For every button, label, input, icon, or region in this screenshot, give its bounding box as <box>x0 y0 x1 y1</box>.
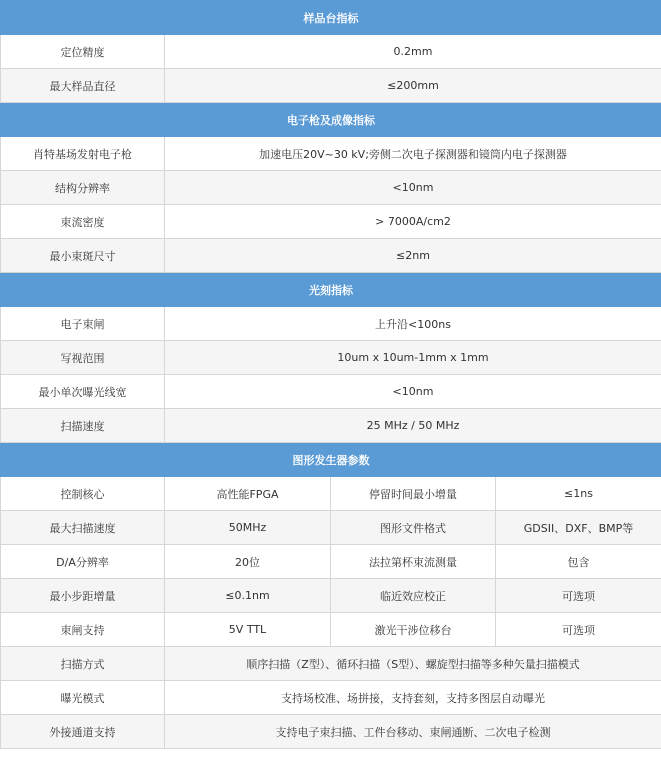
table-row <box>1 239 661 273</box>
row-label: 束闸支持 <box>1 613 165 647</box>
table-row <box>1 137 661 171</box>
row-value: > 7000A/cm2 <box>165 205 661 239</box>
row-label: 最大扫描速度 <box>1 511 165 545</box>
row-value: 可选项 <box>496 613 661 647</box>
table-row <box>1 205 661 239</box>
row-label: 法拉第杯束流测量 <box>331 545 496 579</box>
row-label: 写视范围 <box>1 341 165 375</box>
row-value: 支持电子束扫描、工件台移动、束闸通断、二次电子检测 <box>165 715 661 749</box>
row-label: 最大样品直径 <box>1 69 165 103</box>
table-row <box>1 715 661 749</box>
row-label: 最小步距增量 <box>1 579 165 613</box>
row-label: 结构分辨率 <box>1 171 165 205</box>
table-row <box>1 477 661 511</box>
row-label: 电子束闸 <box>1 307 165 341</box>
row-value: ≤1ns <box>496 477 661 511</box>
section-title: 光刻指标 <box>1 273 661 307</box>
table-row <box>1 375 661 409</box>
row-label: 图形文件格式 <box>331 511 496 545</box>
row-value: 0.2mm <box>165 35 661 69</box>
table-row <box>1 171 661 205</box>
row-label: 扫描方式 <box>1 647 165 681</box>
row-value: 10um x 10um-1mm x 1mm <box>165 341 661 375</box>
row-label: 外接通道支持 <box>1 715 165 749</box>
row-value: <10nm <box>165 375 661 409</box>
row-label: 停留时间最小增量 <box>331 477 496 511</box>
table-row <box>1 307 661 341</box>
row-label: 最小单次曝光线宽 <box>1 375 165 409</box>
row-label: 最小束斑尺寸 <box>1 239 165 273</box>
table-row <box>1 579 661 613</box>
row-label: 控制核心 <box>1 477 165 511</box>
section-header-pattern-generator <box>1 443 661 477</box>
row-value: ≤0.1nm <box>165 579 331 613</box>
table-row <box>1 545 661 579</box>
section-title: 图形发生器参数 <box>1 443 661 477</box>
table-row <box>1 681 661 715</box>
row-value: GDSII、DXF、BMP等 <box>496 511 661 545</box>
row-value: 50MHz <box>165 511 331 545</box>
row-label: 激光干涉位移台 <box>331 613 496 647</box>
row-value: 顺序扫描（Z型）、循环扫描（S型）、螺旋型扫描等多种矢量扫描模式 <box>165 647 661 681</box>
row-value: 加速电压20V~30 kV;旁侧二次电子探测器和镜筒内电子探测器 <box>165 137 661 171</box>
table-row <box>1 647 661 681</box>
row-label: D/A分辨率 <box>1 545 165 579</box>
row-label: 束流密度 <box>1 205 165 239</box>
row-label: 临近效应校正 <box>331 579 496 613</box>
row-value: ≤2nm <box>165 239 661 273</box>
row-value: 可选项 <box>496 579 661 613</box>
section-header-lithography <box>1 273 661 307</box>
row-value: ≤200mm <box>165 69 661 103</box>
row-label: 定位精度 <box>1 35 165 69</box>
table-row <box>1 613 661 647</box>
table-row <box>1 341 661 375</box>
table-row <box>1 35 661 69</box>
row-value: 上升沿<100ns <box>165 307 661 341</box>
row-value: 25 MHz / 50 MHz <box>165 409 661 443</box>
section-header-gun <box>1 103 661 137</box>
section-title: 样品台指标 <box>1 1 661 35</box>
row-label: 肖特基场发射电子枪 <box>1 137 165 171</box>
section-header-stage <box>1 1 661 35</box>
row-value: 20位 <box>165 545 331 579</box>
row-value: <10nm <box>165 171 661 205</box>
row-value: 高性能FPGA <box>165 477 331 511</box>
row-value: 包含 <box>496 545 661 579</box>
table-row <box>1 511 661 545</box>
row-label: 扫描速度 <box>1 409 165 443</box>
table-row <box>1 409 661 443</box>
row-value: 支持场校准、场拼接，支持套刻，支持多图层自动曝光 <box>165 681 661 715</box>
table-row <box>1 69 661 103</box>
section-title: 电子枪及成像指标 <box>1 103 661 137</box>
row-value: 5V TTL <box>165 613 331 647</box>
row-label: 曝光模式 <box>1 681 165 715</box>
